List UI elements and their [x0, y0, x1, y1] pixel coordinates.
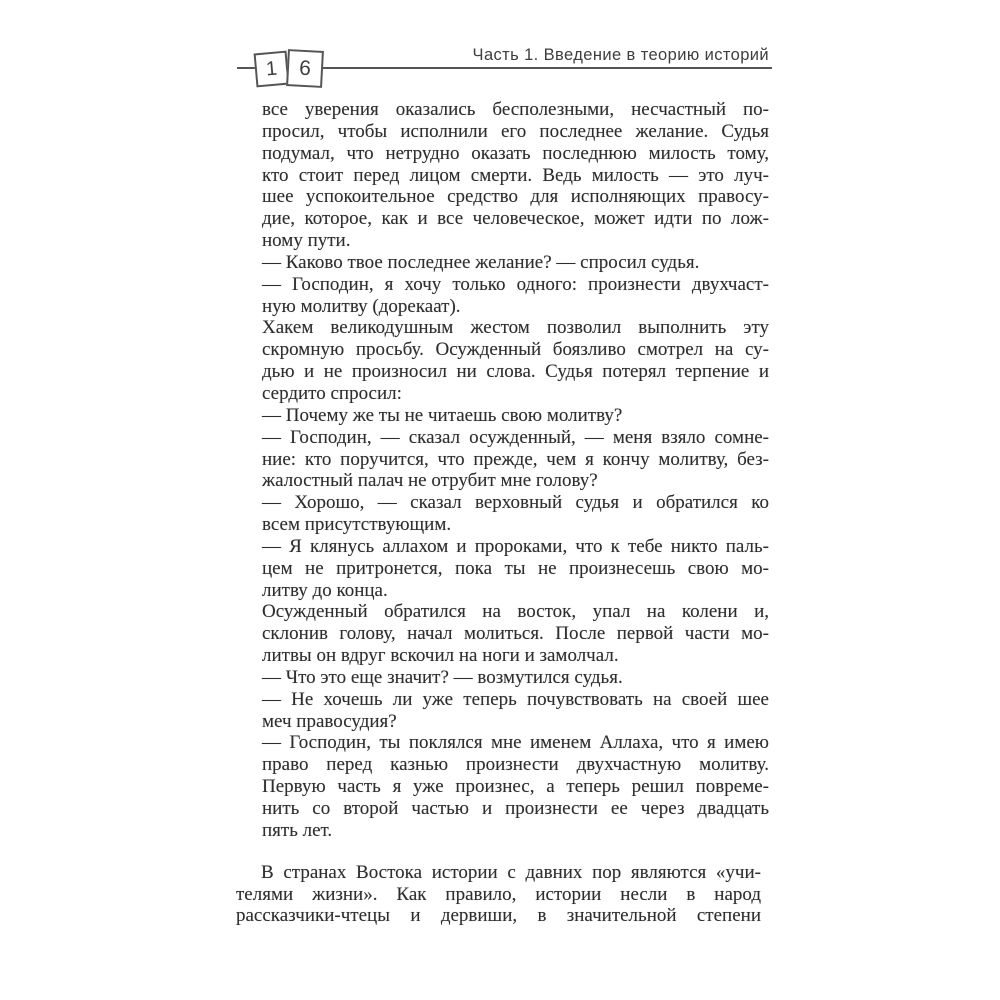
text-line: дью и не произносил ни слова. Судья потерял терпение и	[262, 361, 769, 383]
text-line: просил, чтобы исполнили его последнее желание. Судья	[262, 120, 769, 142]
text-line: ние: кто поручится, что прежде, чем я кончу молитву, без-	[262, 448, 769, 470]
text-line: ному пути.	[262, 230, 351, 252]
text-line: кто стоит перед лицом смерти. Ведь милость — это луч-	[262, 164, 769, 186]
text-line: — Я клянусь аллахом и пророками, что к тебе никто паль-	[262, 535, 769, 557]
running-head-chapter-title: Часть 1. Введение в теорию историй	[472, 46, 769, 64]
text-line: — Не хочешь ли уже теперь почувствовать на своей шее	[262, 688, 769, 710]
text-line: В странах Востока истории с давних пор являются «учи-	[261, 861, 761, 883]
text-line: подумал, что нетрудно оказать последнюю милость тому,	[262, 142, 769, 164]
page-number-digit: 6	[298, 56, 312, 80]
page-number-digit: 1	[264, 57, 278, 80]
text-line: жалостный палач не отрубит мне голову?	[262, 470, 598, 492]
text-line: Хакем великодушным жестом позволил выполнить эту	[262, 317, 769, 339]
text-line: все уверения оказались бесполезными, несчастный по-	[262, 99, 769, 120]
text-line: скромную просьбу. Осужденный боязливо смотрел на су-	[262, 339, 769, 361]
text-line: меч правосудия?	[262, 710, 397, 732]
text-line: ную молитву (дорекаат).	[262, 295, 461, 317]
text-line: литву до конца.	[262, 579, 388, 601]
text-line: Осужденный обратился на восток, упал на колени и,	[262, 601, 769, 623]
text-line: нить со второй частью и произнести ее через двадцать	[262, 798, 769, 819]
text-line: цем не притронется, пока ты не произнесешь свою мо-	[262, 557, 769, 579]
text-line: — Господин, ты поклялся мне именем Аллаха, что я имею	[262, 732, 769, 754]
text-line: — Каково твое последнее желание? — спросил судья.	[262, 251, 700, 273]
text-line: шее успокоительное средство для исполняющих правосу-	[262, 186, 769, 208]
page-number-box-right	[286, 49, 324, 88]
text-line: — Почему же ты не читаешь свою молитву?	[262, 404, 623, 426]
text-line: всем присутствующим.	[262, 514, 452, 536]
text-line: — Господин, я хочу только одного: произнести двухчаст-	[262, 273, 769, 295]
text-line: — Хорошо, — сказал верховный судья и обратился ко	[262, 492, 769, 514]
text-line: — Господин, — сказал осужденный, — меня взяло сомне-	[262, 426, 769, 448]
text-line: пять лет.	[262, 819, 333, 841]
text-line: литвы он вдруг вскочил на ноги и замолчал.	[262, 645, 619, 667]
text-line: рассказчики-чтецы и дервиши, в значительной степени	[236, 905, 761, 927]
text-line: склонив голову, начал молиться. После первой части мо-	[262, 623, 769, 645]
text-column	[236, 99, 769, 927]
text-line: Первую часть я уже произнес, а теперь решил повреме-	[262, 776, 769, 798]
text-line: дие, которое, как и все человеческое, может идти по лож-	[262, 208, 769, 230]
text-line: сердито спросил:	[262, 382, 402, 404]
text-line: телями жизни». Как правило, истории несли в народ	[236, 883, 761, 905]
text-line: право перед казнью произнести двухчастную молитву.	[262, 754, 769, 776]
text-line: — Что это еще значит? — возмутился судья.	[262, 666, 623, 688]
page-number-box-left	[254, 51, 290, 88]
